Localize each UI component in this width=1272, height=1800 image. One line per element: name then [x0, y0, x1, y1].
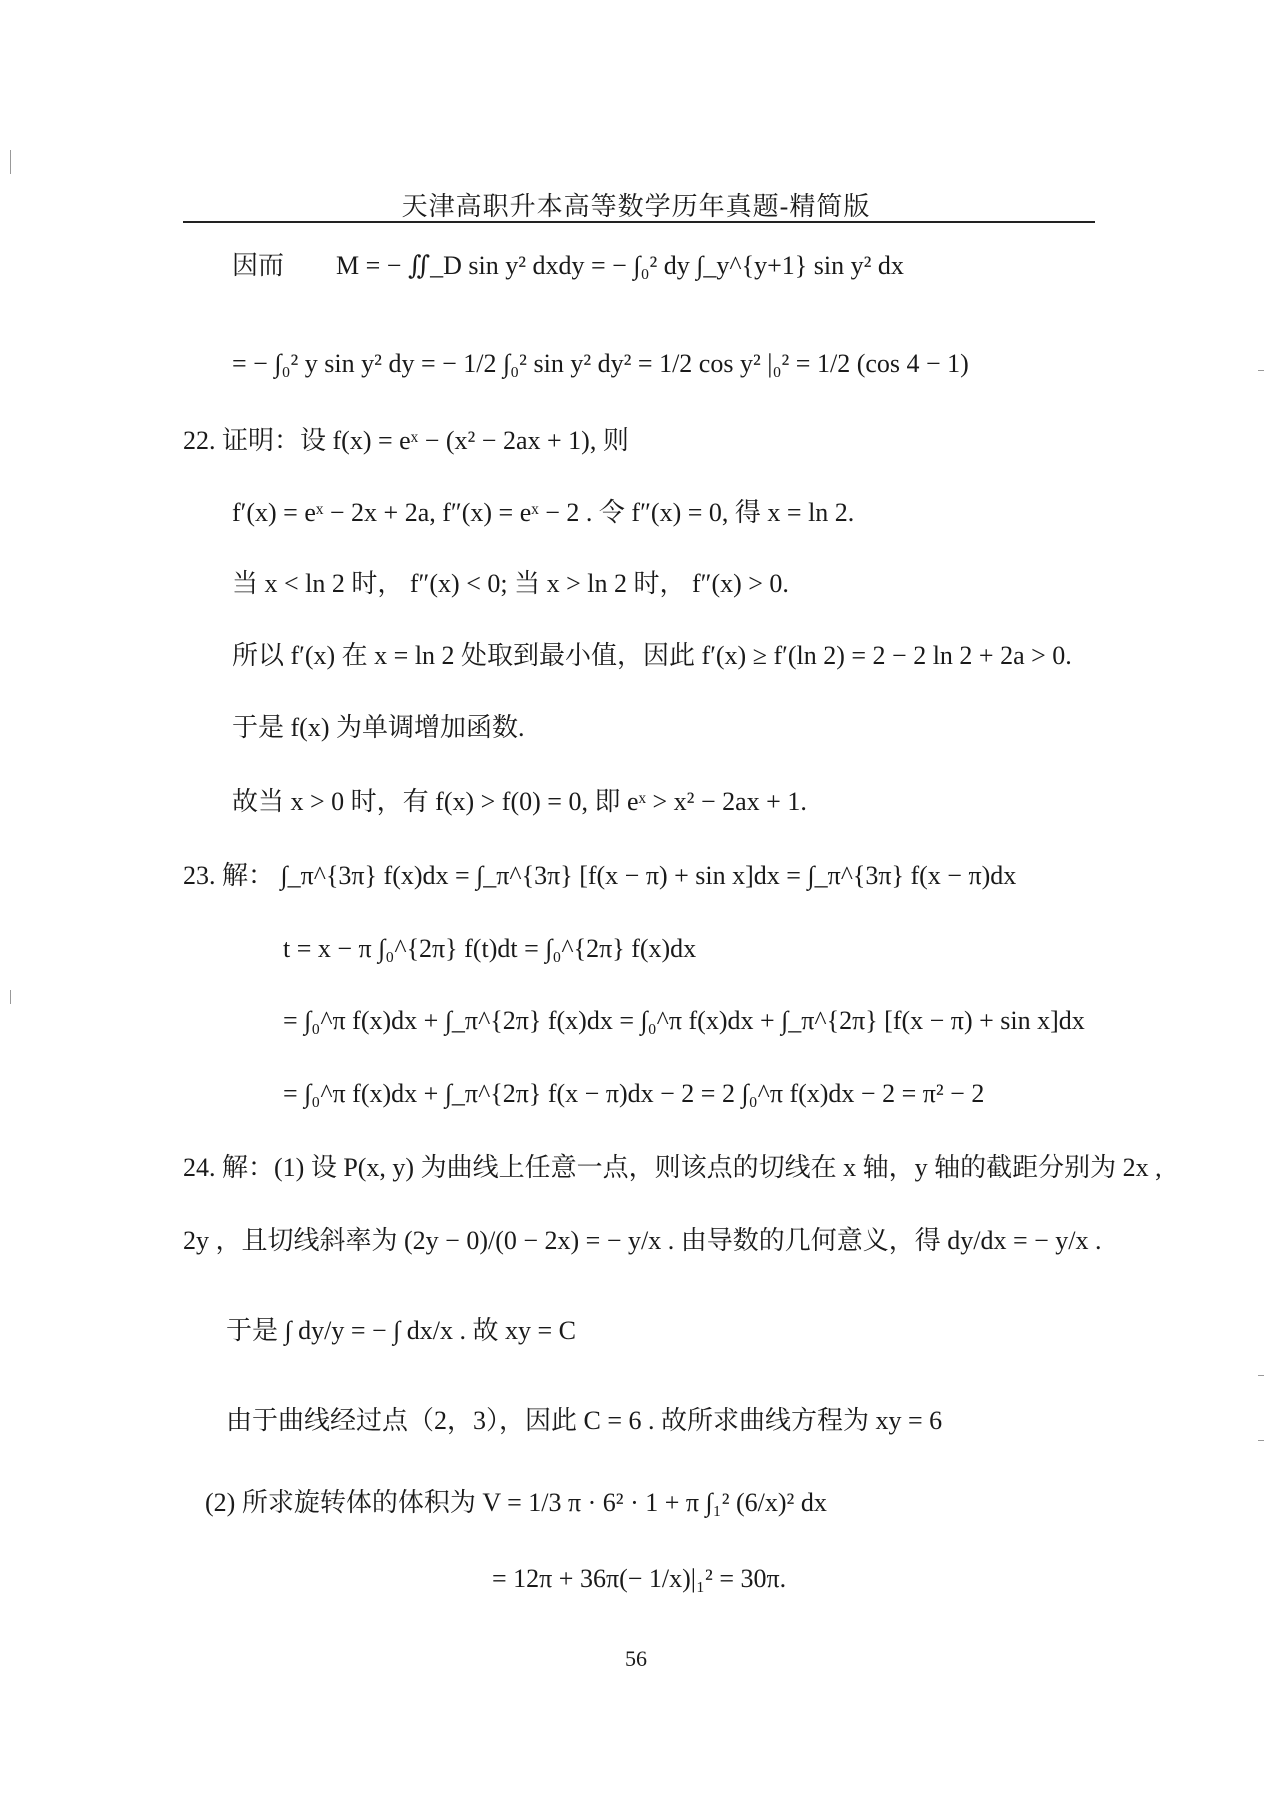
text-line: 当 x < ln 2 时， f″(x) < 0; 当 x > ln 2 时， f″(x) > 0.: [232, 569, 789, 598]
text-line: 22. 证明：设 f(x) = eˣ − (x² − 2ax + 1), 则: [183, 426, 629, 455]
text-line: = ∫₀^π f(x)dx + ∫_π^{2π} f(x)dx = ∫₀^π f(x)dx + ∫_π^{2π} [f(x − π) + sin x]dx: [283, 1006, 1085, 1035]
header-rule: [183, 221, 1095, 223]
text-line: 故当 x > 0 时，有 f(x) > f(0) = 0, 即 eˣ > x² − 2ax + 1.: [232, 787, 807, 816]
text-line: 于是 ∫ dy/y = − ∫ dx/x . 故 xy = C: [226, 1316, 577, 1345]
text-line: f′(x) = eˣ − 2x + 2a, f″(x) = eˣ − 2 . 令 f″(x) = 0, 得 x = ln 2.: [232, 498, 855, 527]
scan-mark: [10, 990, 11, 1004]
text-line: 所以 f′(x) 在 x = ln 2 处取到最小值，因此 f′(x) ≥ f′(ln 2) = 2 − 2 ln 2 + 2a > 0.: [232, 641, 1072, 670]
text-line: = − ∫₀² y sin y² dy = − 1/2 ∫₀² sin y² dy² = 1/2 cos y² |₀² = 1/2 (cos 4 − 1): [232, 349, 969, 378]
page-number: 56: [625, 1646, 647, 1671]
text-line: 由于曲线经过点（2，3），因此 C = 6 . 故所求曲线方程为 xy = 6: [226, 1406, 943, 1435]
scan-mark: [10, 150, 11, 174]
scan-mark: [1258, 1440, 1264, 1441]
text-line: 因而 M = − ∬_D sin y² dxdy = − ∫₀² dy ∫_y^{y+1} sin y² dx: [232, 251, 904, 280]
scan-mark: [1258, 370, 1264, 371]
text-line: = ∫₀^π f(x)dx + ∫_π^{2π} f(x − π)dx − 2 = 2 ∫₀^π f(x)dx − 2 = π² − 2: [283, 1079, 985, 1108]
header-title: 天津高职升本高等数学历年真题-精简版: [401, 192, 871, 221]
text-line: 2y ，且切线斜率为 (2y − 0)/(0 − 2x) = − y/x . 由导数的几何意义，得 dy/dx = − y/x .: [183, 1226, 1102, 1255]
text-line: = 12π + 36π(− 1/x)|₁² = 30π.: [492, 1564, 787, 1593]
text-line: 于是 f(x) 为单调增加函数.: [232, 713, 525, 742]
text-line: (2) 所求旋转体的体积为 V = 1/3 π · 6² · 1 + π ∫₁² (6/x)² dx: [205, 1488, 827, 1517]
text-line: t = x − π ∫₀^{2π} f(t)dt = ∫₀^{2π} f(x)dx: [283, 934, 697, 963]
scan-mark: [1258, 1375, 1264, 1376]
text-line: 23. 解： ∫_π^{3π} f(x)dx = ∫_π^{3π} [f(x − π) + sin x]dx = ∫_π^{3π} f(x − π)dx: [183, 861, 1017, 890]
text-line: 24. 解：(1) 设 P(x, y) 为曲线上任意一点，则该点的切线在 x 轴，y 轴的截距分别为 2x ,: [183, 1153, 1162, 1182]
